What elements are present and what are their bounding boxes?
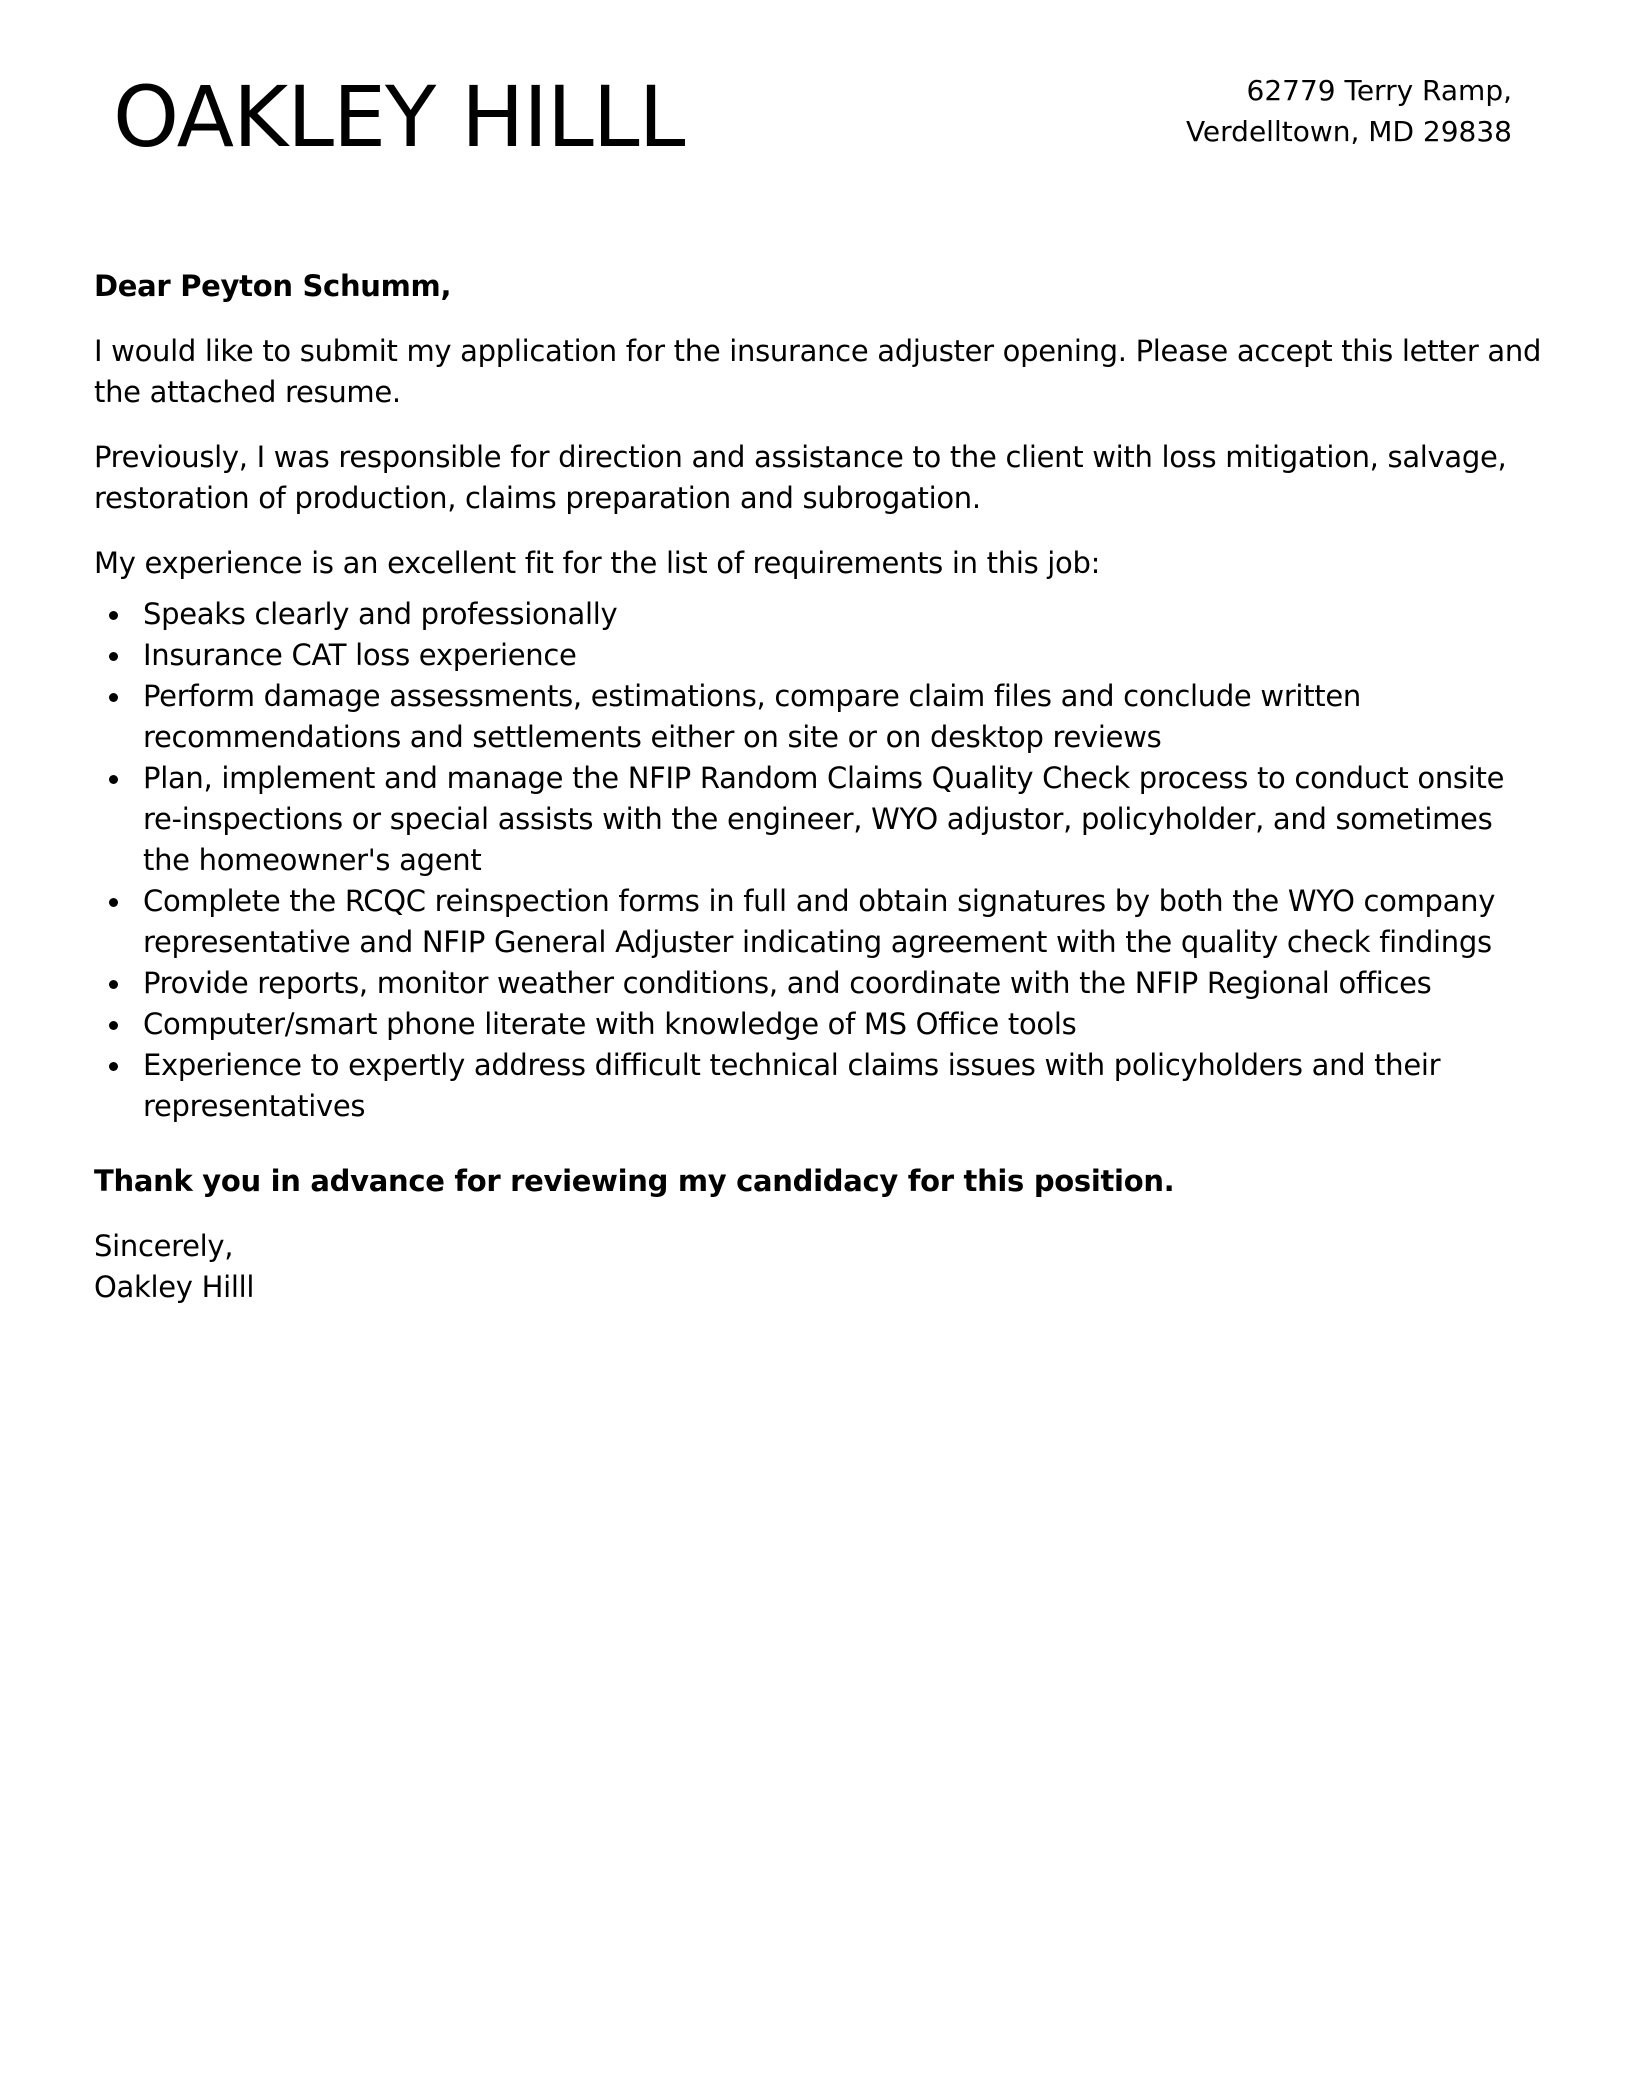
list-item: Provide reports, monitor weather conditions, and coordinate with the NFIP Regional offices: [143, 963, 1544, 1004]
list-item: Complete the RCQC reinspection forms in full and obtain signatures by both the WYO company representative and NFIP General Adjuster indicating agreement with the quality check findings: [143, 881, 1544, 963]
closing-statement: Thank you in advance for reviewing my candidacy for this position.: [94, 1164, 1175, 1198]
signoff-block: [94, 1226, 1544, 1308]
experience-paragraph: Previously, I was responsible for direction and assistance to the client with loss mitigation, salvage, restoration of production, claims preparation and subrogation.: [94, 440, 1507, 515]
list-item: Insurance CAT loss experience: [143, 635, 1544, 676]
list-item: Plan, implement and manage the NFIP Random Claims Quality Check process to conduct onsite re-inspections or special assists with the engineer, WYO adjustor, policyholder, and sometimes the homeowner's agent: [143, 758, 1544, 881]
address-line-1: 62779 Terry Ramp,: [1246, 74, 1512, 107]
applicant-name: OAKLEY HILLL: [113, 68, 685, 166]
letter-body: [94, 266, 1544, 1308]
signature-name: Oakley Hilll: [94, 1270, 255, 1304]
requirements-intro: My experience is an excellent fit for the list of requirements in this job:: [94, 546, 1101, 580]
list-item: Perform damage assessments, estimations, compare claim files and conclude written recommendations and settlements either on site or on desktop reviews: [143, 676, 1544, 758]
address-block: [1186, 70, 1512, 152]
intro-paragraph: I would like to submit my application for the insurance adjuster opening. Please accept this letter and the attached resume.: [94, 334, 1542, 409]
requirements-list: [94, 594, 1544, 1127]
address-line-2: Verdelltown, MD 29838: [1185, 115, 1512, 148]
signoff: Sincerely,: [94, 1229, 234, 1263]
list-item: Computer/smart phone literate with knowledge of MS Office tools: [143, 1004, 1544, 1045]
list-item: Experience to expertly address difficult technical claims issues with policyholders and their representatives: [143, 1045, 1544, 1127]
list-item: Speaks clearly and professionally: [143, 594, 1544, 635]
salutation: Dear Peyton Schumm,: [94, 269, 452, 303]
